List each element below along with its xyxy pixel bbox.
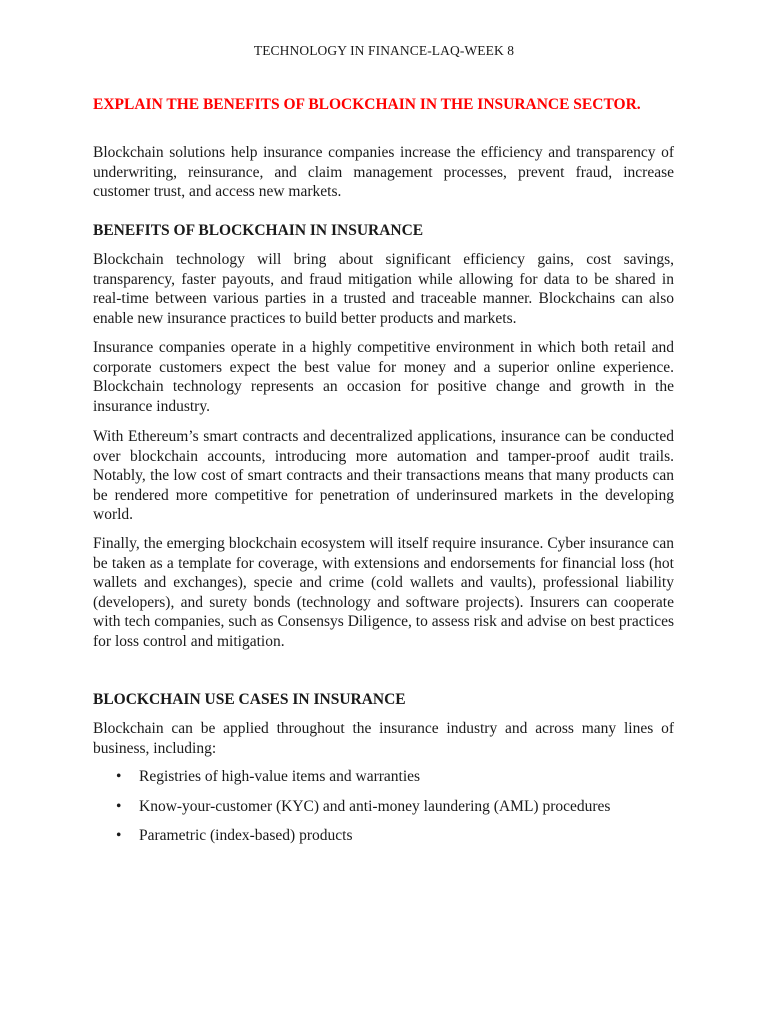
bullet-icon: • [116,827,122,844]
use-cases-intro: Blockchain can be applied throughout the insurance industry and across many lines of business, including: [93,720,674,757]
list-item-text: Know-your-customer (KYC) and anti-money laundering (AML) procedures [139,797,611,815]
benefits-paragraph-1: Blockchain technology will bring about significant efficiency gains, cost savings, transparency, faster payouts, and fraud mitigation while allowing for data to be shared in real-time between various parties in a trusted and traceable manner. Blockchains can also enable new insurance practices to build better products and markets. [93,251,674,327]
benefits-paragraph-4: Finally, the emerging blockchain ecosystem will itself require insurance. Cyber insurance can be taken as a template for coverage, with extensions and endorsements for financial loss (hot wallets and exchanges), specie and crime (cold wallets and vaults), professional liability (developers), and surety bonds (technology and software projects). Insurers can cooperate with tech companies, such as Consensys Diligence, to assess risk and advise on best practices for loss control and mitigation. [93,535,674,650]
page-header: TECHNOLOGY IN FINANCE-LAQ-WEEK 8 [253,43,515,58]
benefits-paragraph-2: Insurance companies operate in a highly competitive environment in which both retail and corporate customers expect the best value for money and a superior online experience. Blockchain technology represents an occasion for positive change and growth in the insurance industry. [93,339,674,415]
bullet-icon: • [116,768,122,785]
list-item-text: Registries of high-value items and warranties [139,768,421,785]
list-item [93,797,674,827]
use-cases-heading: BLOCKCHAIN USE CASES IN INSURANCE [93,691,406,708]
use-cases-list [93,767,674,856]
intro-paragraph: Blockchain solutions help insurance companies increase the efficiency and transparency of underwriting, reinsurance, and claim management processes, prevent fraud, increase customer trust, and access new markets. [93,144,674,200]
question-title: EXPLAIN THE BENEFITS OF BLOCKCHAIN IN THE INSURANCE SECTOR. [93,96,641,113]
list-item [93,826,674,856]
list-item-text: Parametric (index-based) products [139,827,353,844]
bullet-icon: • [116,797,122,815]
benefits-heading: BENEFITS OF BLOCKCHAIN IN INSURANCE [93,222,424,239]
list-item [93,767,674,797]
benefits-paragraph-3: With Ethereum’s smart contracts and decentralized applications, insurance can be conducted over blockchain accounts, introducing more automation and tamper-proof audit trails. Notably, the low cost of smart contracts and their transactions means that many products can be rendered more competitive for penetration of underinsured markets in the developing world. [93,428,674,523]
